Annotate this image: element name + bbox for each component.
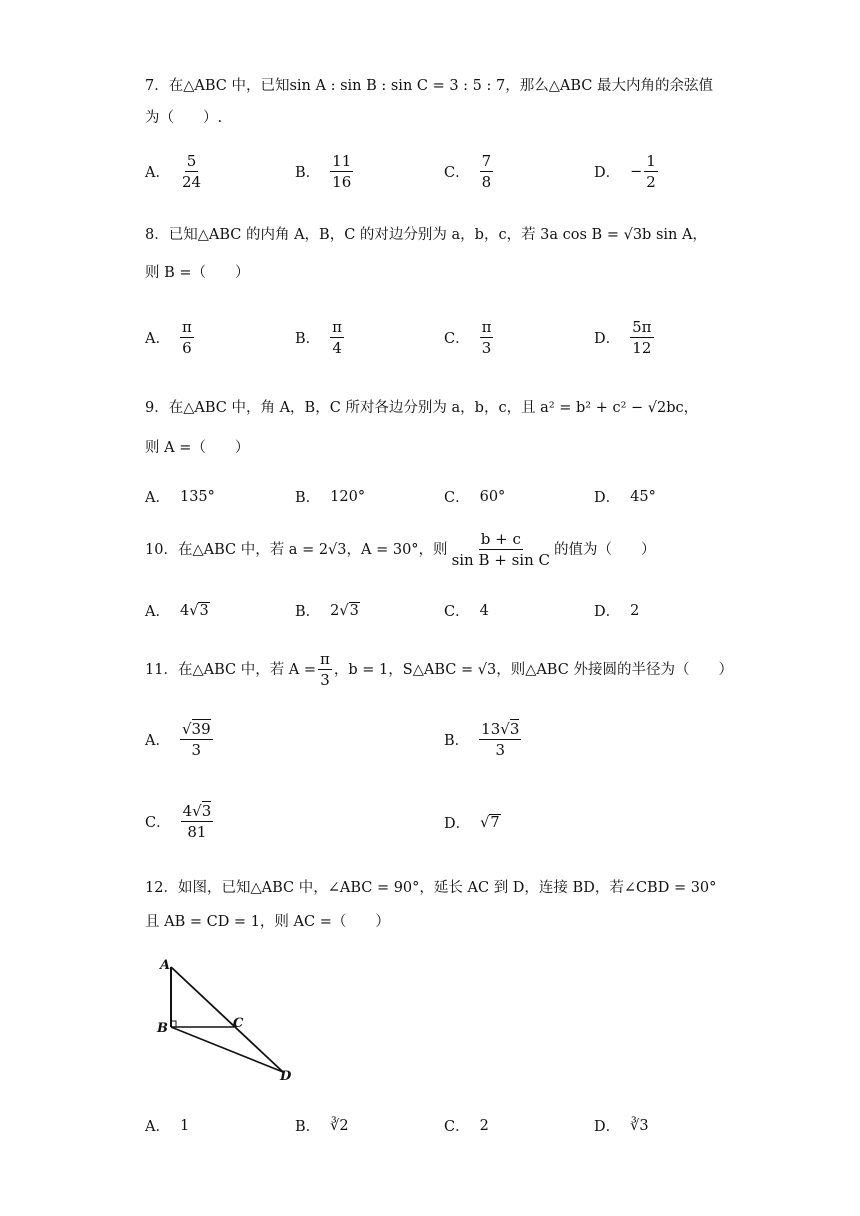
option-label: C．	[444, 490, 470, 506]
numerator: 5π	[632, 318, 652, 336]
q7-option-a	[145, 152, 203, 191]
question-7-line-2: 为（ ）.	[145, 110, 223, 126]
question-8-line-2: 则 B =（ ）	[145, 265, 250, 281]
denominator: 16	[332, 173, 352, 191]
q8-option-d	[594, 318, 654, 357]
option-label: A．	[145, 165, 170, 181]
option-label: B．	[444, 733, 470, 749]
q7-option-d	[594, 152, 658, 191]
triangle-figure	[150, 955, 300, 1085]
q11-option-d	[444, 812, 501, 833]
option-fraction	[330, 318, 344, 357]
numerator: √39	[181, 720, 211, 738]
vertex-label-c: C	[233, 1016, 244, 1031]
numerator: 13√3	[481, 720, 520, 738]
option-label: B．	[295, 165, 321, 181]
radicand: 3	[199, 602, 209, 619]
option-fraction	[330, 152, 353, 191]
question-9-line-1: 9．在△ABC 中，角 A，B，C 所对各边分别为 a，b，c，且 a² = b² + c² − √2bc，	[145, 400, 699, 416]
radicand: 3	[201, 802, 212, 820]
option-value: 135°	[179, 488, 215, 505]
segment-bd	[171, 1027, 283, 1072]
option-fraction	[480, 318, 494, 357]
vertex-label-a: A	[160, 958, 171, 973]
numerator: b + c	[480, 530, 521, 548]
option-fraction	[180, 318, 194, 357]
stem-suffix: ，b = 1，S△ABC = √3，则△ABC 外接圆的半径为（ ）	[333, 661, 733, 678]
coefficient: 13	[481, 720, 501, 738]
q8-option-c	[444, 318, 493, 357]
q8-option-a	[145, 318, 194, 357]
denominator: sin B + sin C	[451, 551, 551, 569]
stem-prefix: 10．在△ABC 中，若 a = 2√3，A = 30°，则	[145, 541, 448, 558]
option-radical: √7	[480, 814, 500, 831]
option-fraction	[479, 720, 521, 759]
q11-option-b	[444, 720, 521, 759]
denominator: 81	[187, 823, 207, 841]
q10-option-a	[145, 600, 210, 621]
option-label: B．	[295, 604, 321, 620]
numerator: 4√3	[182, 802, 212, 820]
coefficient: 2	[330, 602, 340, 619]
stem-fraction	[450, 530, 552, 569]
question-8-line-1: 8．已知△ABC 的内角 A，B，C 的对边分别为 a，b，c，若 3a cos B = √3b sin A，	[145, 227, 707, 243]
option-label: D．	[594, 604, 621, 620]
option-label: D．	[594, 331, 621, 347]
option-fraction	[180, 152, 203, 191]
denominator: 12	[632, 339, 652, 357]
q9-option-c	[444, 486, 505, 507]
option-label: B．	[295, 490, 321, 506]
denominator: 3	[481, 339, 492, 357]
q12-option-d	[594, 1115, 649, 1136]
q9-option-a	[145, 486, 215, 507]
question-11-stem	[145, 650, 733, 689]
numerator: 11	[332, 152, 352, 170]
q10-option-b	[295, 600, 360, 621]
coefficient: 4	[179, 602, 190, 619]
option-value: ∛3	[630, 1117, 649, 1134]
segment-ad	[171, 967, 283, 1072]
option-label: C．	[444, 165, 470, 181]
vertex-label-b: B	[157, 1021, 168, 1036]
question-7-line-1: 7．在△ABC 中，已知sin A : sin B : sin C = 3 : 5 : 7，那么△ABC 最大内角的余弦值	[145, 78, 713, 94]
option-label: A．	[145, 331, 170, 347]
numerator: π	[181, 318, 192, 336]
option-value: 60°	[479, 488, 506, 505]
option-value: 2	[479, 1117, 489, 1134]
option-label: B．	[295, 331, 321, 347]
option-radical: 4√3	[179, 602, 209, 619]
denominator: 6	[182, 339, 192, 357]
denominator: 4	[332, 339, 342, 357]
option-label: C．	[444, 1119, 470, 1135]
option-label: A．	[145, 490, 170, 506]
coefficient: 4	[182, 802, 193, 820]
radicand: 7	[490, 814, 500, 831]
option-label: D．	[594, 490, 621, 506]
option-fraction	[644, 152, 658, 191]
denominator: 3	[495, 741, 506, 759]
radicand: 39	[191, 720, 211, 738]
option-label: D．	[594, 165, 621, 181]
radicand: 3	[349, 602, 359, 619]
denominator: 8	[481, 173, 492, 191]
question-10-stem	[145, 530, 656, 569]
denominator: 3	[191, 741, 202, 759]
minus-sign: −	[630, 163, 643, 180]
q9-option-d	[594, 486, 656, 507]
option-label: A．	[145, 733, 170, 749]
option-value: 45°	[630, 488, 656, 505]
denominator: 24	[181, 173, 202, 191]
option-value: 2	[630, 602, 640, 619]
q9-option-b	[295, 486, 365, 507]
option-label: C．	[444, 331, 470, 347]
q7-option-b	[295, 152, 353, 191]
option-value: 4	[479, 602, 489, 619]
stem-prefix: 11．在△ABC 中，若 A =	[145, 661, 317, 678]
denominator: 3	[320, 671, 330, 689]
option-fraction	[630, 318, 653, 357]
numerator: 7	[481, 152, 492, 170]
numerator: π	[481, 318, 492, 336]
q8-option-b	[295, 318, 344, 357]
numerator: 5	[186, 152, 197, 170]
q7-option-c	[444, 152, 493, 191]
option-label: D．	[594, 1119, 621, 1135]
radicand: 3	[509, 720, 520, 738]
q12-option-b	[295, 1115, 349, 1136]
option-label: D．	[444, 816, 471, 832]
denominator: 2	[646, 173, 656, 191]
option-label: A．	[145, 1119, 170, 1135]
option-label: B．	[295, 1119, 321, 1135]
q11-option-a	[145, 720, 213, 759]
q10-option-c	[444, 600, 489, 621]
q11-option-c	[145, 802, 213, 841]
option-value: 1	[179, 1117, 190, 1134]
question-9-line-2: 则 A =（ ）	[145, 440, 250, 456]
option-fraction	[480, 152, 494, 191]
option-label: C．	[444, 604, 470, 620]
option-label: A．	[145, 604, 170, 620]
q10-option-d	[594, 600, 639, 621]
option-value: ∛2	[330, 1117, 349, 1134]
option-label: C．	[145, 815, 171, 831]
q12-option-a	[145, 1115, 189, 1136]
option-fraction	[181, 802, 214, 841]
numerator: π	[320, 650, 330, 668]
numerator: π	[332, 318, 343, 336]
option-value: 120°	[330, 488, 366, 505]
option-fraction	[180, 720, 213, 759]
question-12-line-2: 且 AB = CD = 1，则 AC =（ ）	[145, 914, 390, 930]
stem-suffix: 的值为（ ）	[554, 541, 656, 558]
stem-fraction	[318, 650, 332, 689]
vertex-label-d: D	[280, 1069, 292, 1084]
question-12-line-1: 12．如图，已知△ABC 中，∠ABC = 90°，延长 AC 到 D，连接 BD，若∠CBD = 30°	[145, 880, 717, 896]
numerator: 1	[646, 152, 656, 170]
option-radical: 2√3	[330, 602, 359, 619]
q12-option-c	[444, 1115, 489, 1136]
